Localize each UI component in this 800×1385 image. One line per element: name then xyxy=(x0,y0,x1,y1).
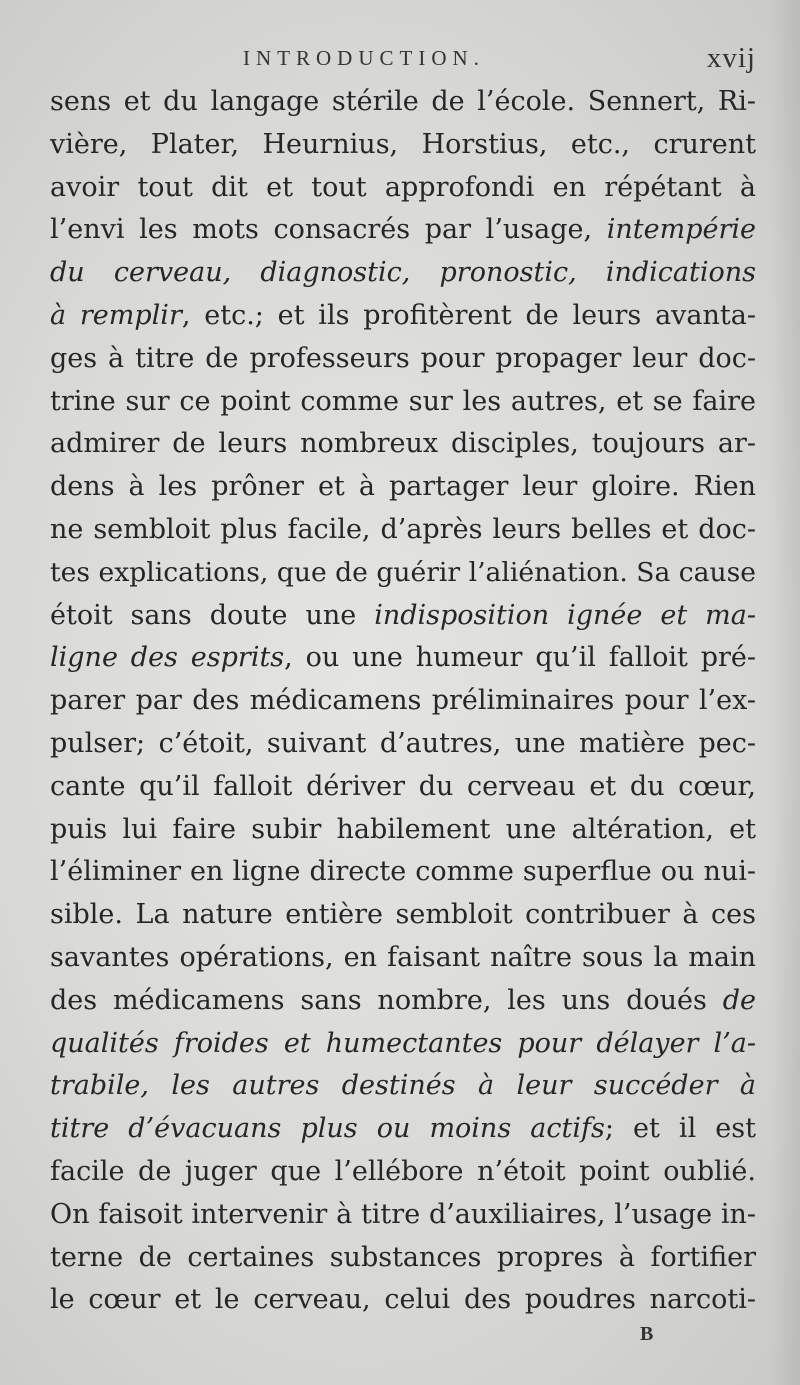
text-line xyxy=(50,295,756,338)
italic-segment: de xyxy=(722,984,756,1016)
running-head xyxy=(0,44,800,80)
text-line xyxy=(50,637,756,680)
text-segment: ne sembloit plus facile, d’après leurs belles et doc- xyxy=(50,513,756,545)
body-text xyxy=(50,81,756,1322)
text-line xyxy=(50,851,756,894)
signature-mark: B xyxy=(640,1323,654,1345)
text-line xyxy=(50,209,756,252)
text-line xyxy=(50,1279,756,1322)
text-line xyxy=(50,466,756,509)
text-segment: l’envi les mots consacrés par l’usage, xyxy=(50,214,607,246)
text-segment: des médicamens sans nombre, les uns doués xyxy=(50,984,723,1016)
text-segment: avoir tout dit et tout approfondi en répétant à xyxy=(50,171,756,203)
text-segment: le cœur et le cerveau, celui des poudres narcoti- xyxy=(50,1284,756,1316)
text-line xyxy=(50,980,756,1023)
text-line xyxy=(50,423,756,466)
italic-segment: trabile, les autres destinés à leur succéder à xyxy=(50,1070,756,1102)
text-line xyxy=(50,1065,756,1108)
italic-segment: intempérie xyxy=(606,214,756,246)
text-segment: tes explications, que de guérir l’aliénation. Sa cause xyxy=(50,556,756,588)
text-line xyxy=(50,894,756,937)
text-line xyxy=(50,680,756,723)
text-line xyxy=(50,338,756,381)
text-segment: trine sur ce point comme sur les autres, et se faire xyxy=(50,385,756,417)
text-line xyxy=(50,809,756,852)
text-segment: vière, Plater, Heurnius, Horstius, etc., crurent xyxy=(50,128,756,160)
text-segment: terne de certaines substances propres à fortifier xyxy=(50,1241,756,1273)
text-segment: savantes opérations, en faisant naître sous la main xyxy=(50,941,756,973)
text-line xyxy=(50,81,756,124)
text-line xyxy=(50,381,756,424)
text-segment: ges à titre de professeurs pour propager leur doc- xyxy=(50,342,756,374)
text-segment: facile de juger que l’ellébore n’étoit point oublié. xyxy=(50,1155,756,1187)
text-line xyxy=(50,937,756,980)
italic-segment: ligne des esprits xyxy=(50,642,285,674)
text-segment: sible. La nature entière sembloit contribuer à ces xyxy=(50,899,756,931)
text-segment: , etc.; et ils profitèrent de leurs avanta- xyxy=(181,299,756,331)
text-segment: admirer de leurs nombreux disciples, toujours ar- xyxy=(50,428,756,460)
text-line xyxy=(50,252,756,295)
italic-segment: titre d’évacuans plus ou moins actifs xyxy=(50,1113,605,1145)
text-line xyxy=(50,595,756,638)
text-segment: puis lui faire subir habilement une altération, et xyxy=(50,813,756,845)
italic-segment: indisposition ignée et ma- xyxy=(374,599,756,631)
text-line xyxy=(50,1023,756,1066)
text-line xyxy=(50,1237,756,1280)
text-line xyxy=(50,167,756,210)
text-segment: l’éliminer en ligne directe comme superflue ou nui- xyxy=(50,856,756,888)
text-line xyxy=(50,766,756,809)
text-line xyxy=(50,1194,756,1237)
running-title: INTRODUCTION. xyxy=(243,46,485,70)
text-segment: ; et il est xyxy=(604,1113,756,1145)
text-line xyxy=(50,124,756,167)
text-line xyxy=(50,1108,756,1151)
text-segment: cante qu’il falloit dériver du cerveau et du cœur, xyxy=(50,770,756,802)
italic-segment: à remplir xyxy=(50,299,182,331)
page-number: xvij xyxy=(706,42,756,74)
text-segment: parer par des médicamens préliminaires pour l’ex- xyxy=(50,685,756,717)
text-segment: pulser; c’étoit, suivant d’autres, une matière pec- xyxy=(50,727,756,759)
text-segment: étoit sans doute une xyxy=(50,599,375,631)
text-segment: On faisoit intervenir à titre d’auxiliaires, l’usage in- xyxy=(50,1198,756,1230)
text-segment: dens à les prôner et à partager leur gloire. Rien xyxy=(50,471,756,503)
text-line xyxy=(50,509,756,552)
text-line xyxy=(50,1151,756,1194)
italic-segment: du cerveau, diagnostic, pronostic, indications xyxy=(50,257,756,289)
text-segment: , ou une humeur qu’il falloit pré- xyxy=(284,642,756,674)
text-line xyxy=(50,552,756,595)
text-segment: sens et du langage stérile de l’école. Sennert, Ri- xyxy=(50,86,756,117)
text-line xyxy=(50,723,756,766)
italic-segment: qualités froides et humectantes pour délayer l’a- xyxy=(50,1027,756,1059)
